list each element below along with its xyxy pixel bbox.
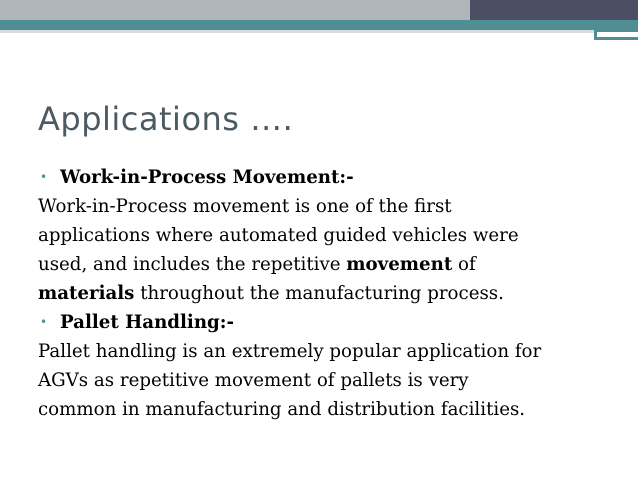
text-run: of	[452, 254, 476, 275]
text-run-bold: movement	[346, 254, 453, 275]
slide-title: Applications ….	[38, 100, 294, 138]
paragraph-line	[38, 221, 618, 250]
text-run-bold: materials	[38, 283, 135, 304]
header-band-tab-inner	[597, 32, 638, 37]
text-run: applications where automated guided vehicles were	[38, 225, 519, 246]
bullet-heading-row	[40, 163, 618, 192]
text-run: common in manufacturing and distribution facilities.	[38, 399, 526, 420]
paragraph-line	[38, 337, 618, 366]
text-run: used, and includes the repetitive	[38, 254, 347, 275]
bullet-icon: •	[40, 315, 48, 329]
text-run: Work-in-Process movement is one of the first	[38, 196, 452, 217]
paragraph-line	[38, 279, 618, 308]
header-band-thin	[0, 30, 638, 33]
paragraph-line	[38, 395, 618, 424]
header-band-dark	[470, 0, 638, 20]
text-run: throughout the manufacturing process.	[134, 283, 504, 304]
paragraph-line	[38, 192, 618, 221]
slide-content	[38, 163, 618, 424]
bullet-heading: Work-in-Process Movement:-	[60, 167, 354, 188]
bullet-heading-row	[40, 308, 618, 337]
text-run: AGVs as repetitive movement of pallets is very	[38, 370, 469, 391]
bullet-heading: Pallet Handling:-	[60, 312, 235, 333]
text-run: Pallet handling is an extremely popular application for	[38, 341, 542, 362]
bullet-icon: •	[40, 170, 48, 184]
paragraph-line	[38, 250, 618, 279]
paragraph-line	[38, 366, 618, 395]
header-band-teal	[0, 20, 638, 30]
